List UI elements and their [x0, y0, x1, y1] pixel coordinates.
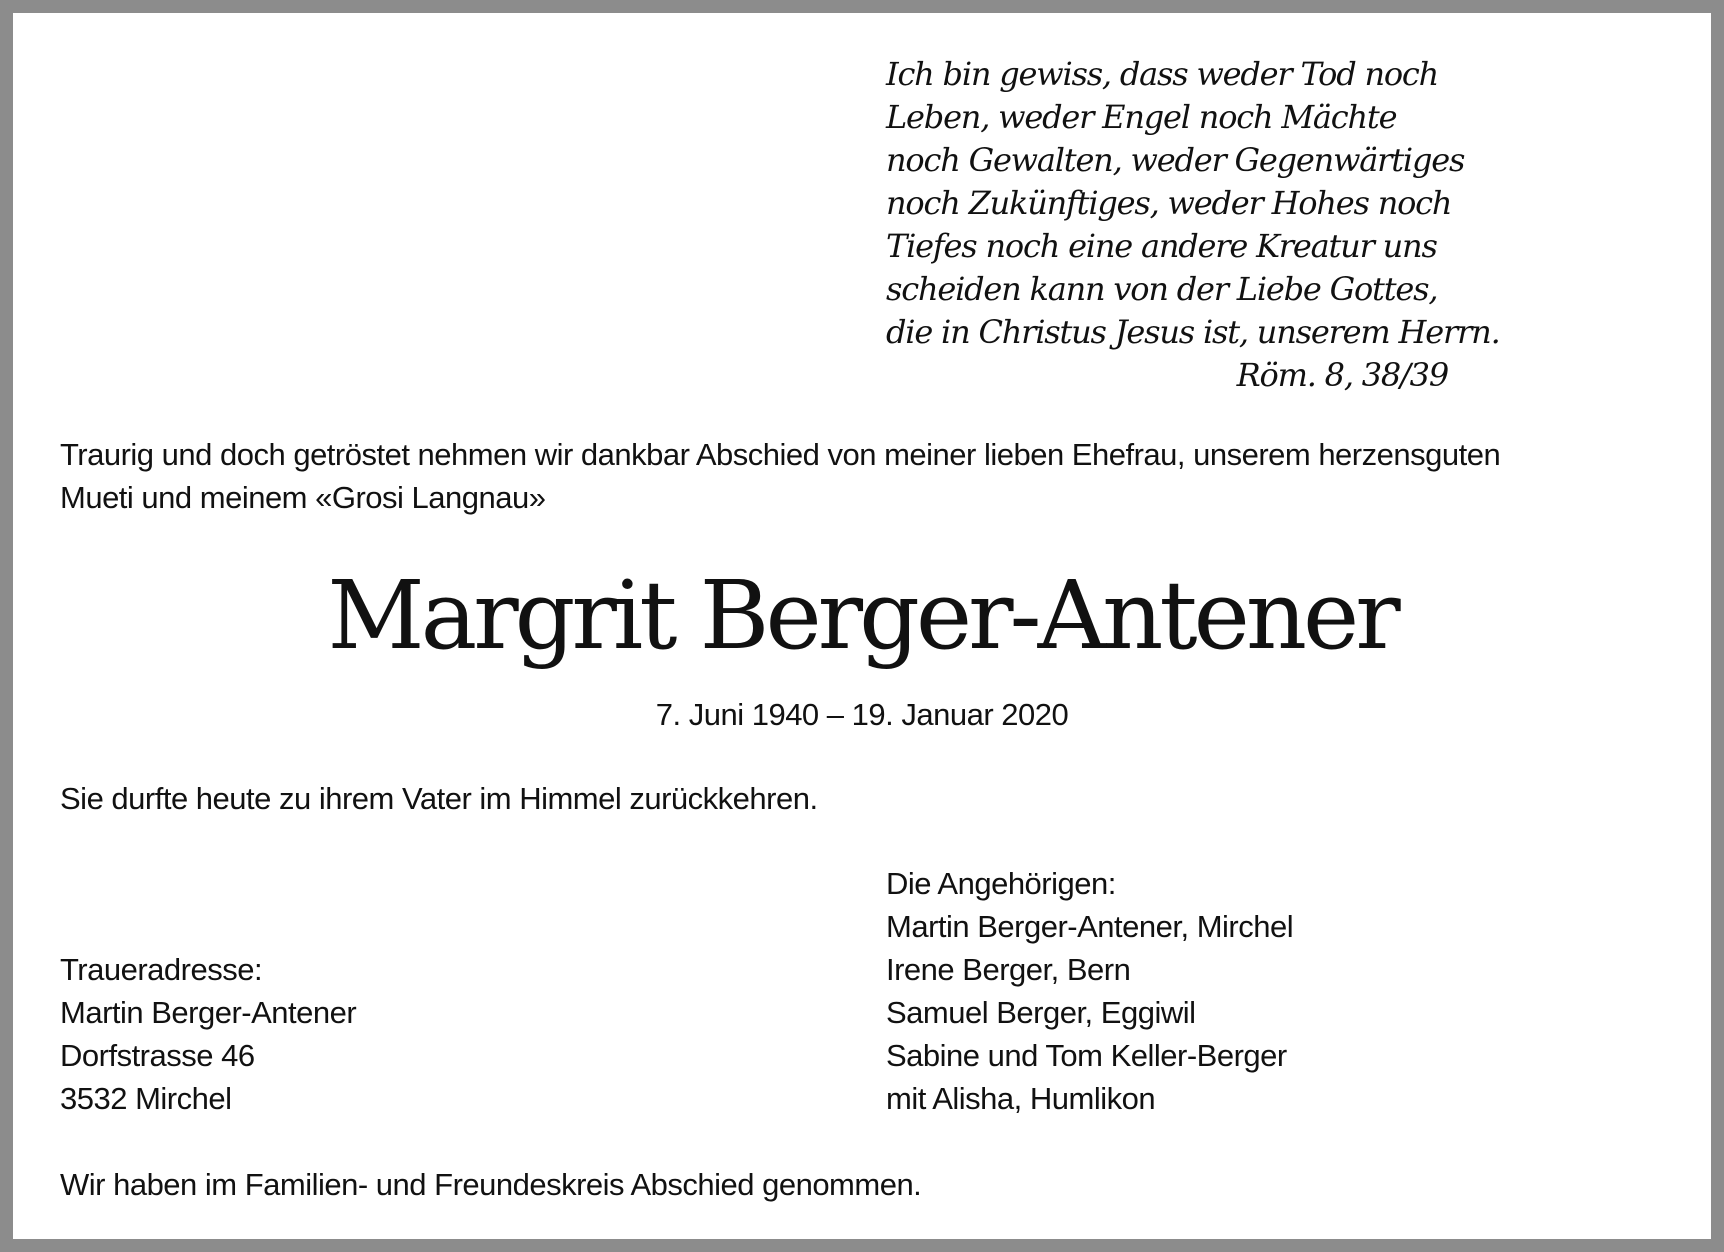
address-line: Dorfstrasse 46 — [60, 1038, 255, 1073]
address-line: Martin Berger-Antener — [60, 995, 357, 1030]
relative-entry: Sabine und Tom Keller-Berger — [886, 1038, 1287, 1073]
deceased-name: Margrit Berger-Antener — [327, 561, 1397, 671]
relative-entry: Irene Berger, Bern — [886, 952, 1131, 987]
verse-line: scheiden kann von der Liebe Gottes, — [886, 270, 1438, 308]
verse-line: Leben, weder Engel noch Mächte — [886, 98, 1397, 136]
closing-text: Wir haben im Familien- und Freundeskreis Abschied genommen. — [60, 1167, 922, 1202]
verse-line: die in Christus Jesus ist, unserem Herrn. — [886, 313, 1500, 351]
verse-reference: Röm. 8, 38/39 — [1236, 356, 1448, 394]
bible-verse — [886, 53, 1500, 397]
verse-line: noch Gewalten, weder Gegenwärtiges — [886, 141, 1465, 179]
relatives-list — [886, 862, 1293, 1120]
intro-line: Traurig und doch getröstet nehmen wir dankbar Abschied von meiner lieben Ehefrau, unserem herzensguten — [60, 437, 1501, 472]
verse-line: Ich bin gewiss, dass weder Tod noch — [886, 55, 1439, 93]
address-heading: Traueradresse: — [60, 952, 263, 987]
verse-line: noch Zukünftiges, weder Hohes noch — [886, 184, 1452, 222]
mourning-address — [60, 948, 356, 1120]
relative-entry: Samuel Berger, Eggiwil — [886, 995, 1196, 1030]
relative-entry: mit Alisha, Humlikon — [886, 1081, 1156, 1116]
life-dates: 7. Juni 1940 – 19. Januar 2020 — [655, 697, 1069, 732]
intro-line: Mueti und meinem «Grosi Langnau» — [60, 480, 546, 515]
relatives-heading: Die Angehörigen: — [886, 866, 1116, 901]
obituary-notice — [13, 13, 1711, 1239]
relative-entry: Martin Berger-Antener, Mirchel — [886, 909, 1294, 944]
intro-text — [60, 433, 1700, 519]
verse-line: Tiefes noch eine andere Kreatur uns — [886, 227, 1437, 265]
address-line: 3532 Mirchel — [60, 1081, 232, 1116]
message-text: Sie durfte heute zu ihrem Vater im Himmel zurückkehren. — [60, 781, 818, 816]
